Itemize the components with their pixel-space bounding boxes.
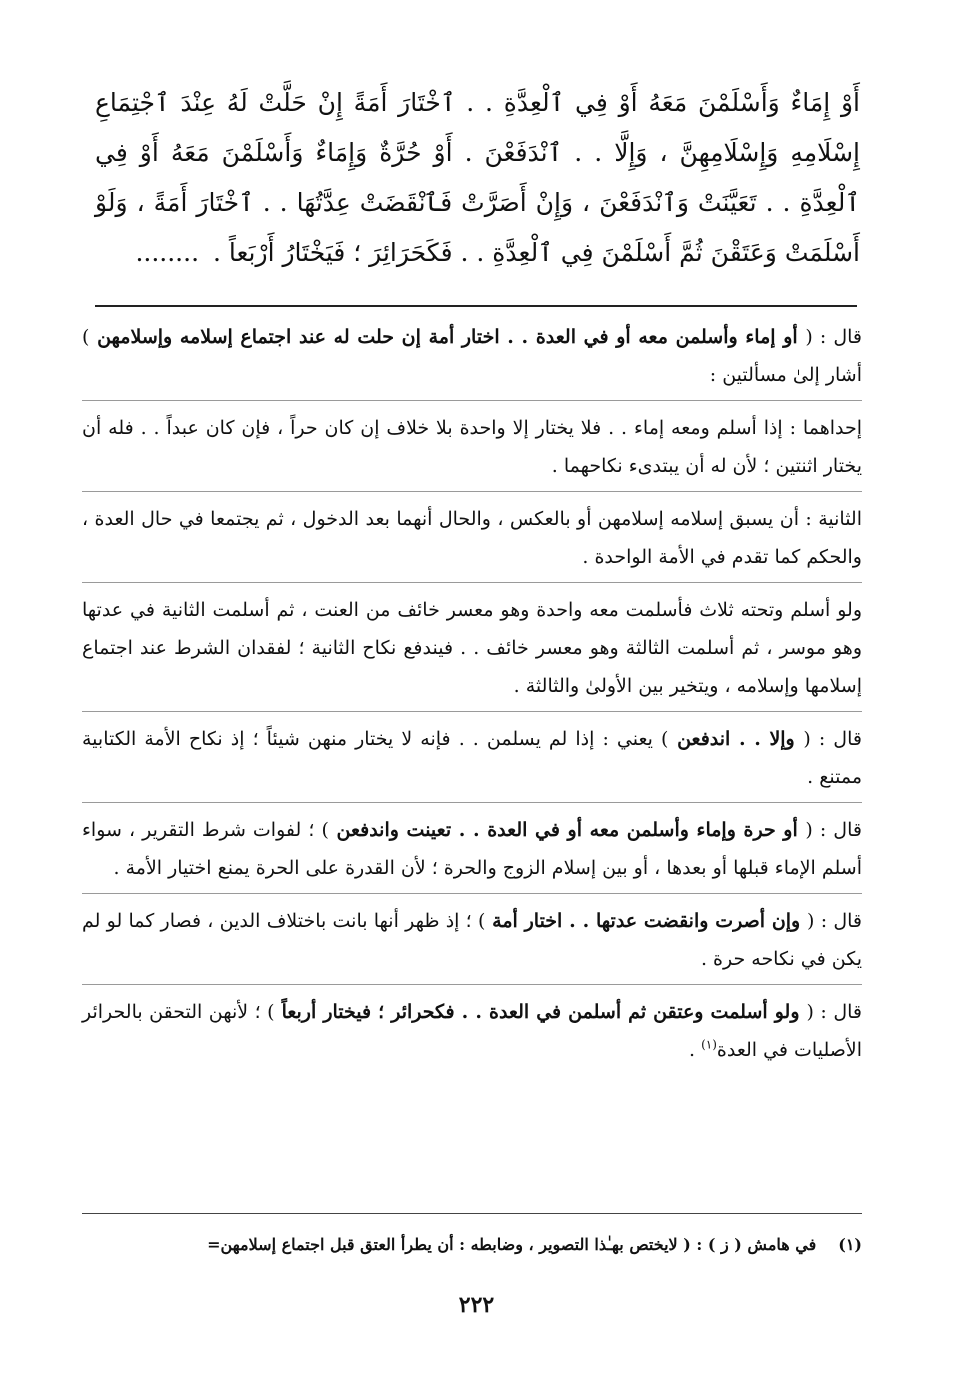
- commentary-paragraph-4: [82, 591, 862, 712]
- footnote-number: (١): [838, 1235, 862, 1254]
- commentary-text: إحداهما : إذا أسلم ومعه إماء . . فلا يختار إلا واحدة بلا خلاف إن كان حراً ، فإن كان عبداً . . فله أن يختار اثنتين ؛ لأن له أن يبتدىء نكاحهما .: [82, 417, 862, 477]
- quoted-matn: وإلا . . اندفعن: [668, 728, 804, 750]
- commentary-text: ) ؛ لفوات شرط التقرير ، سواء أسلم الإماء قبلها أو بعدها ، أو بين إسلام الزوج والحرة ؛ لأن القدرة على الحرة يمنع اختيار الأمة .: [82, 819, 862, 879]
- commentary-paragraph-1: [82, 318, 862, 401]
- commentary-paragraph-3: [82, 500, 862, 583]
- footnote-text: في هامش ( ز ) : ( لايختص بهـٰذا التصوير ، وضابطه : أن يطرأ العتق قبل اجتماع إسلامهن=: [207, 1235, 817, 1254]
- commentary-paragraph-2: [82, 409, 862, 492]
- commentary-text: ) يعني : إذا لم يسلمن . . فإنه لا يختار منهن شيئاً ؛ إذ نكاح الأمة الكتابية ممتنع .: [82, 728, 862, 788]
- commentary-text: ولو أسلم وتحته ثلاث فأسلمت معه واحدة وهو معسر خائف من العنت ، ثم أسلمت الثانية في عدتها وهو موسر ، ثم أسلمت الثالثة وهو معسر خائف . . فيندفع نكاح الثانية ؛ لفقدان الشرط عند اجتماع إسلامها وإسلامه ، ويتخير بين الأولىٰ والثالثة .: [82, 599, 862, 697]
- commentary-paragraph-7: [82, 902, 862, 985]
- quoted-matn: وإن أصرت وانقضت عدتها . . اختار أمة: [485, 910, 808, 932]
- commentary-block: [82, 318, 862, 1083]
- section-divider: [95, 305, 857, 307]
- main-text-block: [95, 78, 860, 278]
- quoted-matn: أو إماء وأسلمن معه أو في العدة . . اختار أمة إن حلت له عند اجتماع إسلامه وإسلامهن: [89, 326, 806, 348]
- footnote-reference: (١): [701, 1037, 717, 1052]
- commentary-paragraph-6: [82, 811, 862, 894]
- footnote: [82, 1230, 862, 1260]
- commentary-text: ) أشار إلىٰ مسألتين :: [82, 326, 862, 386]
- commentary-paragraph-5: [82, 720, 862, 803]
- commentary-intro: قال : (: [807, 910, 862, 932]
- commentary-paragraph-8: [82, 993, 862, 1075]
- commentary-intro: قال : (: [803, 728, 862, 750]
- page-number: ٢٢٢: [458, 1292, 495, 1318]
- commentary-text: الثانية : أن يسبق إسلامه إسلامهن أو بالعكس ، والحال أنهما بعد الدخول ، ثم يجتمعا في حال العدة ، والحكم كما تقدم في الأمة الواحدة .: [82, 508, 862, 568]
- main-text-paragraph: [95, 78, 860, 278]
- footnote-divider: [82, 1213, 862, 1214]
- quoted-matn: ولو أسلمت وعتقن ثم أسلمن في العدة . . فكحرائر ؛ فيختار أربعاً: [274, 1001, 807, 1023]
- commentary-text: ) ؛ لأنهن التحقن بالحرائر الأصليات في العدة: [82, 1001, 862, 1061]
- main-text-dots: ........: [135, 238, 200, 267]
- commentary-text-end: .: [688, 1039, 702, 1061]
- quoted-matn: أو حرة وإماء وأسلمن معه أو في العدة . . تعينت واندفعن: [328, 819, 806, 841]
- commentary-intro: قال : (: [805, 326, 863, 348]
- main-text: أَوْ إِمَاءٌ وَأَسْلَمْنَ مَعَهُ أَوْ فِي ٱلْعِدَّةِ . . ٱخْتَارَ أَمَةً إِنْ حَلَّتْ لَهُ عِنْدَ ٱجْتِمَاعِ إِسْلَامِهِ وَإِسْلَامِهِنَّ ، وَإِلَّا . . ٱنْدَفَعْنَ . أَوْ حُرَّةٌ وَإِمَاءٌ وَأَسْلَمْنَ مَعَهُ أَوْ فِي ٱلْعِدَّةِ . . تَعَيَّنَتْ وَٱنْدَفَعْنَ ، وَإِنْ أَصَرَّتْ فَٱنْقَضَتْ عِدَّتُهَا . . ٱخْتَارَ أَمَةً ، وَلَوْ أَسْلَمَتْ وَعَتَقْنَ ثُمَّ أَسْلَمْنَ فِي ٱلْعِدَّةِ . . فَكَحَرَائِرَ ؛ فَيَخْتَارُ أَرْبَعاً .: [95, 88, 860, 267]
- commentary-intro: قال : (: [806, 1001, 862, 1023]
- commentary-intro: قال : (: [805, 819, 862, 841]
- commentary-text: ) ؛ إذ ظهر أنها بانت باختلاف الدين ، فصار كما لو لم يكن في نكاحه حرة .: [82, 910, 862, 970]
